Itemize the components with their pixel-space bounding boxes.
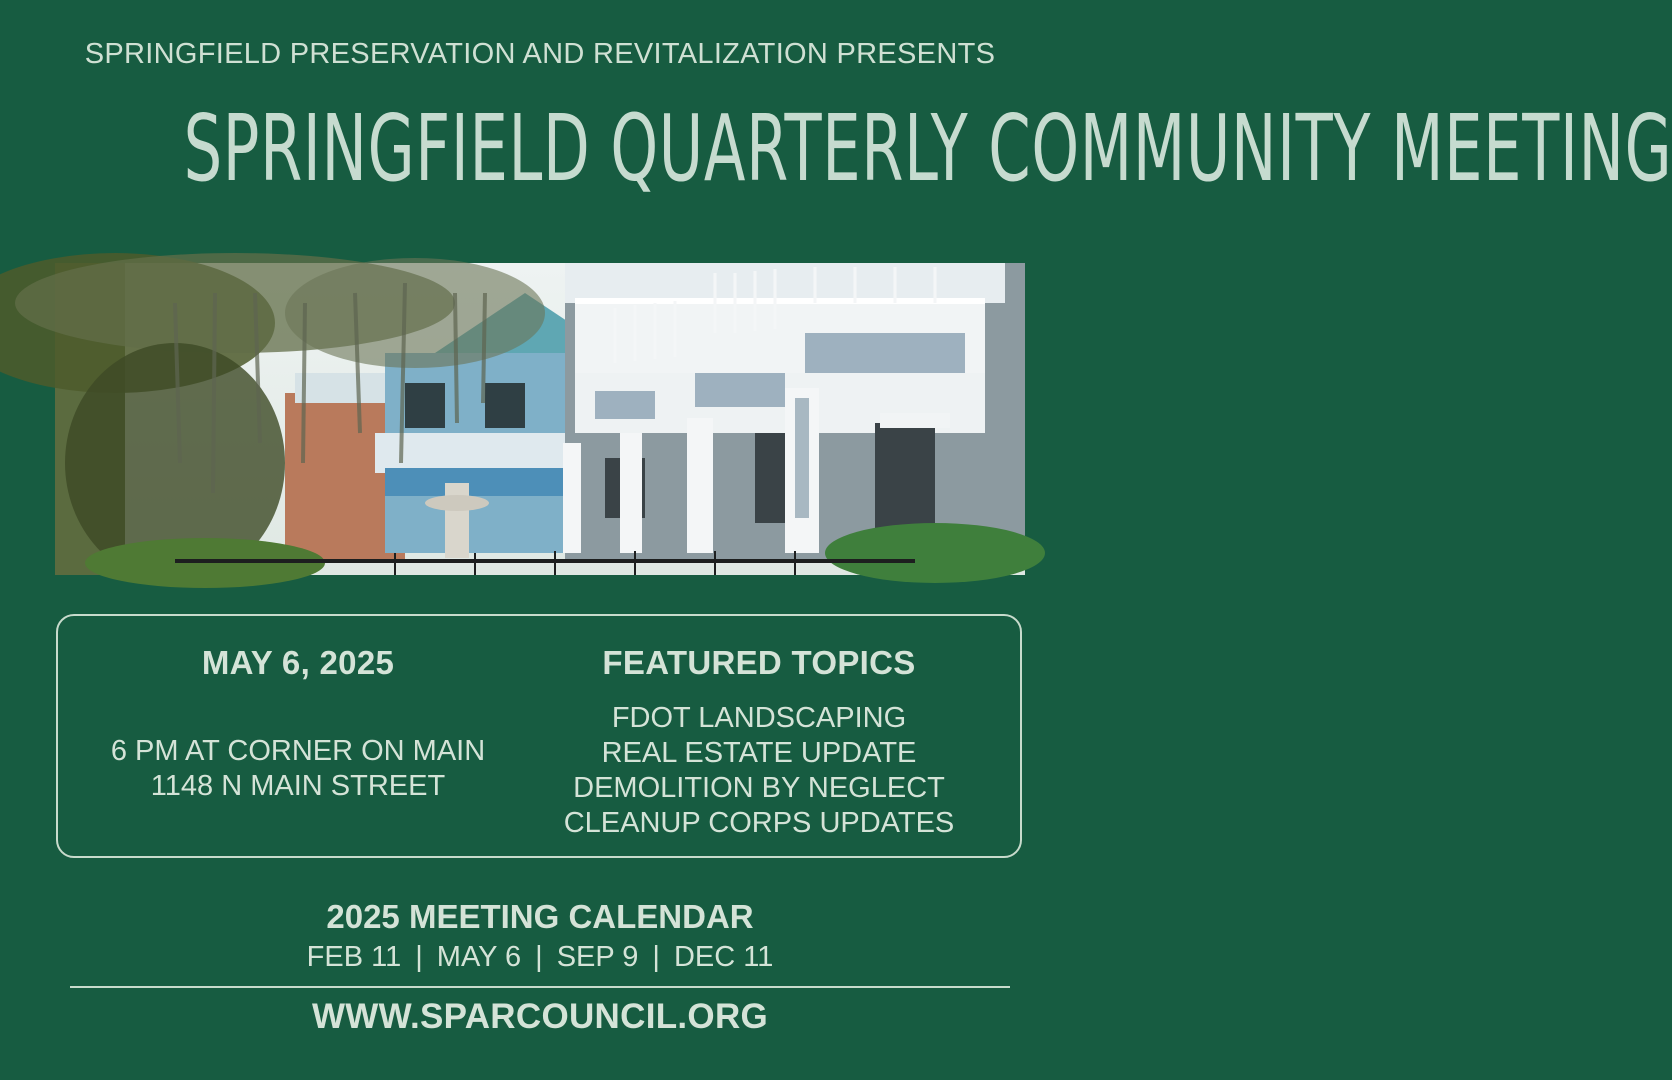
topic-item: CLEANUP CORPS UPDATES xyxy=(563,807,955,839)
date-separator: | xyxy=(535,941,543,973)
topic-item: REAL ESTATE UPDATE xyxy=(601,737,917,769)
website-link[interactable]: WWW.SPARCOUNCIL.ORG xyxy=(311,997,769,1036)
calendar-dates xyxy=(0,941,1080,974)
event-time-place: 6 PM AT CORNER ON MAIN xyxy=(110,735,486,767)
date-separator: | xyxy=(415,941,423,973)
topics-list xyxy=(534,701,984,841)
event-address: 1148 N MAIN STREET xyxy=(150,770,446,802)
event-venue xyxy=(58,734,538,804)
calendar-title: 2025 MEETING CALENDAR xyxy=(326,898,754,935)
street-photo xyxy=(55,263,1025,575)
calendar-date: FEB 11 xyxy=(306,941,402,973)
calendar-date: SEP 9 xyxy=(556,941,639,973)
event-date: MAY 6, 2025 xyxy=(201,644,395,681)
divider xyxy=(70,986,1010,988)
calendar-date: MAY 6 xyxy=(436,941,522,973)
event-info-box xyxy=(56,614,1022,858)
headline: SPRINGFIELD QUARTERLY COMMUNITY MEETING xyxy=(183,95,1672,202)
topic-item: FDOT LANDSCAPING xyxy=(611,702,907,734)
presenter-line: SPRINGFIELD PRESERVATION AND REVITALIZATION PRESENTS xyxy=(84,38,996,70)
topic-item: DEMOLITION BY NEGLECT xyxy=(573,772,945,804)
date-separator: | xyxy=(652,941,660,973)
topics-heading: FEATURED TOPICS xyxy=(602,644,916,681)
calendar-date: DEC 11 xyxy=(673,941,774,973)
